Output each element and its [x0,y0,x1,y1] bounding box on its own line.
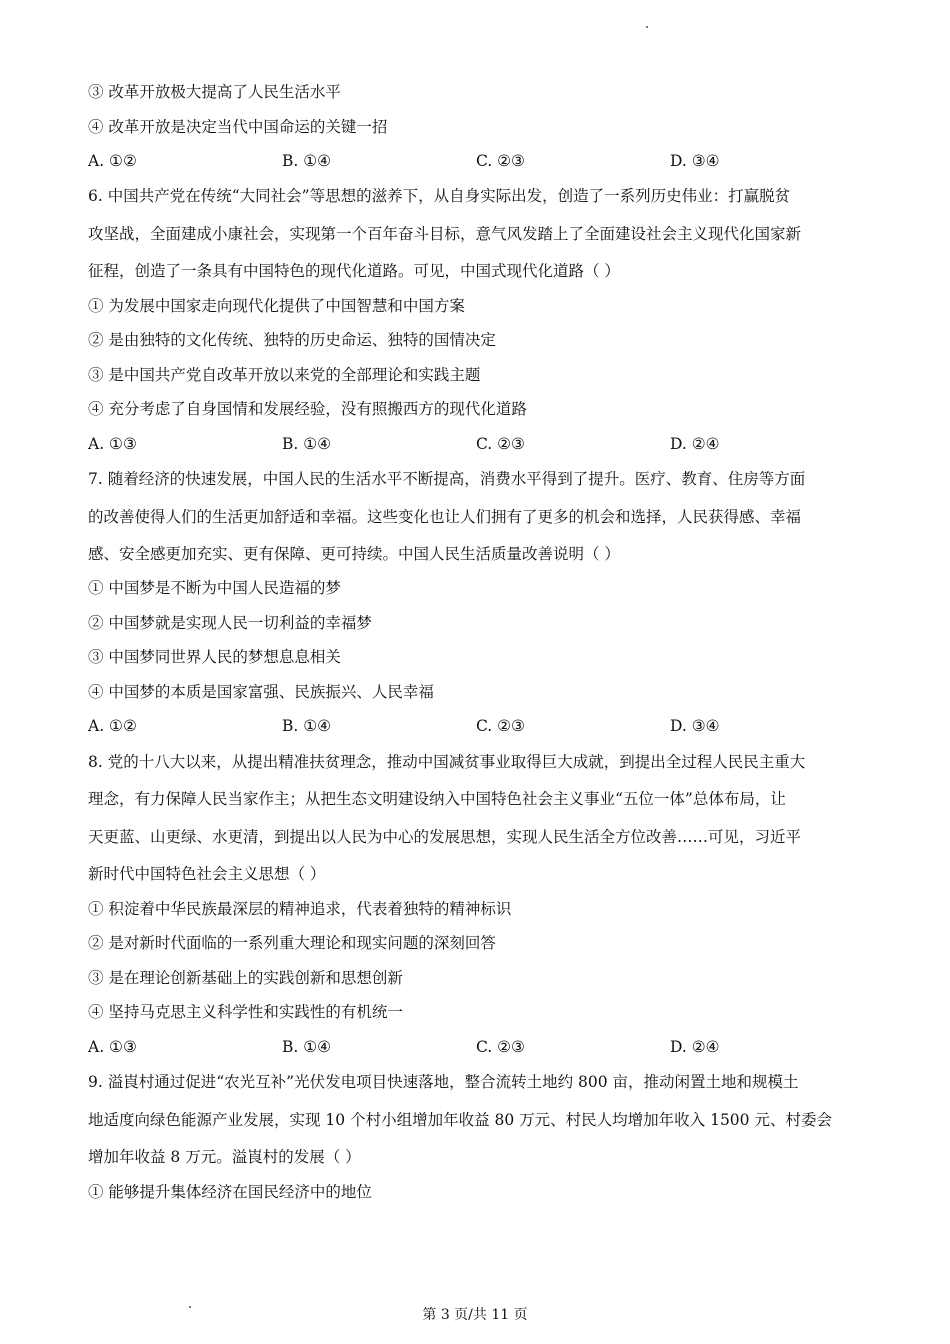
q7-option-c: C. ②③ [476,717,525,735]
q9-stem-line-2: 地适度向绿色能源产业发展，实现 10 个村小组增加年收益 80 万元、村民人均增加年收入 1500 元、村委会 [88,1111,832,1129]
q7-stem-line-2: 的改善使得人们的生活更加舒适和幸福。这些变化也让人们拥有了更多的机会和选择，人民获得感、幸福 [88,508,802,526]
q9-stem-line-3: 增加年收益 8 万元。溢崀村的发展（ ） [88,1148,361,1166]
q8-option-c: C. ②③ [476,1038,525,1056]
q6-option-a: A. ①③ [88,435,137,453]
q6-item-4: ④ 充分考虑了自身国情和发展经验，没有照搬西方的现代化道路 [88,400,527,418]
q7-item-4: ④ 中国梦的本质是国家富强、民族振兴、人民幸福 [88,683,434,701]
q8-option-b: B. ①④ [282,1038,332,1056]
q5-option-d: D. ③④ [670,152,720,170]
q5-option-c: C. ②③ [476,152,525,170]
q9-stem-line-1: 9. 溢崀村通过促进“农光互补”光伏发电项目快速落地，整合流转土地约 800 亩，推动闲置土地和规模土 [88,1073,799,1091]
q8-stem-line-4: 新时代中国特色社会主义思想（ ） [88,865,326,883]
q8-options [88,1037,868,1057]
scan-dot [646,26,648,28]
q6-item-3: ③ 是中国共产党自改革开放以来党的全部理论和实践主题 [88,366,481,384]
page-number-footer: 第 3 页/共 11 页 [422,1307,528,1323]
q6-stem-line-3: 征程，创造了一条具有中国特色的现代化道路。可见，中国式现代化道路（ ） [88,262,620,280]
q6-item-1: ① 为发展中国家走向现代化提供了中国智慧和中国方案 [88,297,465,315]
q7-stem-line-1: 7. 随着经济的快速发展，中国人民的生活水平不断提高，消费水平得到了提升。医疗、教育、住房等方面 [88,470,806,488]
q8-item-4: ④ 坚持马克思主义科学性和实践性的有机统一 [88,1003,403,1021]
q6-stem-line-1: 6. 中国共产党在传统“大同社会”等思想的滋养下，从自身实际出发，创造了一系列历史伟业：打赢脱贫 [88,187,791,205]
q5-item-3: ③ 改革开放极大提高了人民生活水平 [88,83,341,101]
q6-item-2: ② 是由独特的文化传统、独特的历史命运、独特的国情决定 [88,331,496,349]
q5-option-b: B. ①④ [282,152,332,170]
q7-stem-line-3: 感、安全感更加充实、更有保障、更可持续。中国人民生活质量改善说明（ ） [88,545,620,563]
q8-option-a: A. ①③ [88,1038,137,1056]
q7-option-d: D. ③④ [670,717,720,735]
q7-option-b: B. ①④ [282,717,332,735]
q6-options [88,434,868,454]
q6-option-c: C. ②③ [476,435,525,453]
q8-item-2: ② 是对新时代面临的一系列重大理论和现实问题的深刻回答 [88,934,496,952]
q8-item-1: ① 积淀着中华民族最深层的精神追求，代表着独特的精神标识 [88,900,512,918]
q8-stem-line-1: 8. 党的十八大以来，从提出精准扶贫理念，推动中国减贫事业取得巨大成就，到提出全过程人民民主重大 [88,753,806,771]
q9-item-1: ① 能够提升集体经济在国民经济中的地位 [88,1183,372,1201]
q6-stem-line-2: 攻坚战，全面建成小康社会，实现第一个百年奋斗目标，意气风发踏上了全面建设社会主义现代化国家新 [88,225,802,243]
q7-options [88,716,868,736]
q7-item-1: ① 中国梦是不断为中国人民造福的梦 [88,579,341,597]
q8-item-3: ③ 是在理论创新基础上的实践创新和思想创新 [88,969,403,987]
q7-item-2: ② 中国梦就是实现人民一切利益的幸福梦 [88,614,372,632]
q8-option-d: D. ②④ [670,1038,720,1056]
q7-option-a: A. ①② [88,717,137,735]
q5-options [88,151,868,171]
q7-item-3: ③ 中国梦同世界人民的梦想息息相关 [88,648,341,666]
q6-option-b: B. ①④ [282,435,332,453]
q8-stem-line-3: 天更蓝、山更绿、水更清，到提出以人民为中心的发展思想，实现人民生活全方位改善……可见，习近平 [88,828,802,846]
q8-stem-line-2: 理念，有力保障人民当家作主；从把生态文明建设纳入中国特色社会主义事业“五位一体”总体布局，让 [88,790,786,808]
q6-option-d: D. ②④ [670,435,720,453]
q5-option-a: A. ①② [88,152,137,170]
q5-item-4: ④ 改革开放是决定当代中国命运的关键一招 [88,118,388,136]
